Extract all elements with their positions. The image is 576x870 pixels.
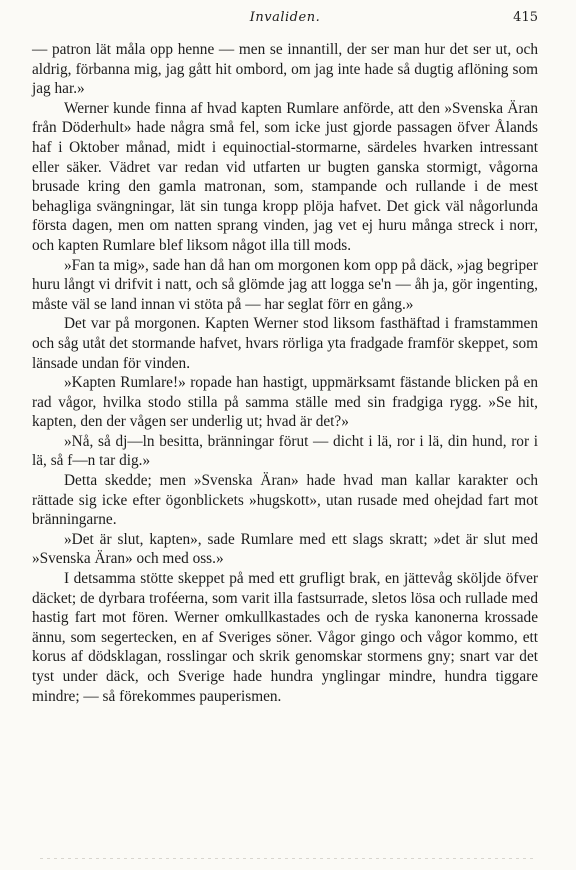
scan-noise-divider bbox=[40, 858, 536, 859]
paragraph: »Kapten Rumlare!» ropade han hastigt, uppmärksamt fästande blicken på en rad vågor, hvilka stodo stilla på samma ställe med sin fradgiga rygg. »Se hit, kapten, den der vågen ser underlig ut; hvad är det?» bbox=[32, 374, 538, 431]
paragraph: »Det är slut, kapten», sade Rumlare med ett slags skratt; »det är slut med »Svenska Äran» och med oss.» bbox=[32, 530, 538, 568]
paragraph: Detta skedde; men »Svenska Äran» hade hvad man kallar karakter och rättade sig icke efter ögonblickets »hugskott», utan rusade med ohejdad fart mot bränningarne. bbox=[32, 472, 538, 529]
paragraph: I detsamma stötte skeppet på med ett grufligt brak, en jättevåg sköljde öfver däcket; de dyrbara troféerna, som varit illa fastsurrade, sletos lösa och rullade med hastig fart mot fören. Werner omkullkastades och de ryska kanonerna krossade ännu, som segertecken, en af Sveriges söner. Vågor gingo och vågor kommo, ett korus af dödsklagan, rosslingar och skrik genomskar stormens gny; snart var det tyst under däck, och Sverige hade hundra ynglingar mindre, hundra tiggare mindre; — så förekommes pauperismen. bbox=[32, 570, 538, 705]
body-text bbox=[32, 40, 538, 706]
page-number: 415 bbox=[513, 10, 538, 25]
paragraph: — patron lät måla opp henne — men se innantill, der ser man hur det ser ut, och aldrig, förbanna mig, jag gått hit ombord, om jag inte hade så dugtig aflöning som jag har.» bbox=[32, 41, 538, 98]
paragraph: Werner kunde finna af hvad kapten Rumlare anförde, att den »Svenska Äran från Döderhult» hade några små fel, som icke just gjorde passagen öfver Ålands haf i Oktober månad, midt i equinoctial-stormarne, särdeles hvarken intressant eller säker. Vädret var redan vid utfarten ur bugten ganska stormigt, vågorna brusade kring den gamla matronan, som, stampande och rullande i de mest behagliga svängningar, lät sin tunga kropp plöja hafvet. Det gick väl någorlunda första dagen, men om natten sprang vinden, jag vet ej huru många streck i norr, och kapten Rumlare blef liksom något illa till mods. bbox=[32, 99, 538, 254]
paragraph: »Fan ta mig», sade han då han om morgonen kom opp på däck, »jag begriper huru långt vi drifvit i natt, och så glömde jag att logga se'n — åh ja, gör ingenting, måste väl se land innan vi stöta på — har seglat förr en gång.» bbox=[32, 256, 538, 313]
paragraph: Det var på morgonen. Kapten Werner stod liksom fasthäftad i framstammen och såg utåt det stormande hafvet, hvars rörliga yta fradgade framför skeppet, som länsade undan för vinden. bbox=[32, 315, 538, 372]
paragraph: »Nå, så dj—ln besitta, bränningar förut — dicht i lä, ror i lä, din hund, ror i lä, så f—n tar dig.» bbox=[32, 432, 538, 470]
page-header bbox=[32, 10, 538, 34]
running-title: Invaliden. bbox=[249, 10, 321, 25]
